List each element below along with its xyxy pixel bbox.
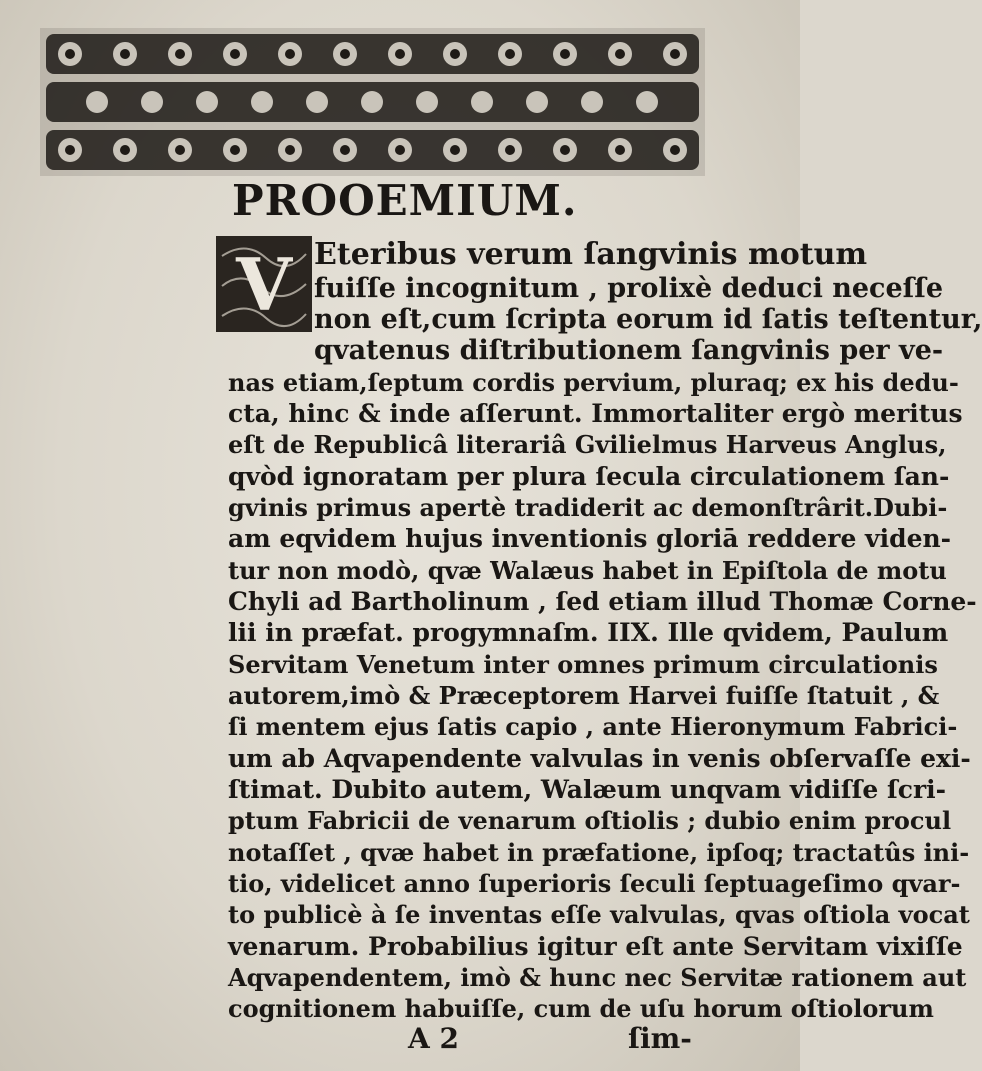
text-line: um ab Aqvapendente valvulas in venis obſervaſſe exi-: [228, 744, 971, 773]
text-line: venarum. Probabilius igitur eſt ante Servitam vixiſſe: [228, 932, 963, 961]
text-line: tio, videlicet anno ſuperioris ſeculi ſeptuageſimo qvar-: [228, 869, 961, 898]
text-line: cta, hinc & inde aſſerunt. Immortaliter ergò meritus: [228, 399, 963, 428]
text-line: ſtimat. Dubito autem, Walæum unqvam vidiſſe ſcri-: [228, 775, 947, 804]
text-line: autorem,imò & Præceptorem Harvei fuiſſe ſtatuit , &: [228, 681, 940, 710]
text-line: notaſſet , qvæ habet in præfatione, ipſoq; tractatûs ini-: [228, 838, 970, 867]
headpiece-ornament: [40, 28, 705, 176]
text-line: ſi mentem ejus ſatis capio , ante Hieronymum Fabrici-: [228, 712, 958, 741]
text-line: lii in præfat. progymnaſm. IIX. Ille qvidem, Paulum: [228, 618, 949, 647]
text-line: cognitionem habuiſſe, cum de uſu horum oſtiolorum: [228, 994, 934, 1023]
text-line: Aqvapendentem, imò & hunc nec Servitæ rationem aut: [228, 963, 967, 992]
text-line: qvòd ignoratam per plura ſecula circulationem ſan-: [228, 462, 950, 491]
text-line: eſt de Republicâ literariâ Gvilielmus Harveus Anglus,: [228, 430, 947, 459]
text-line: to publicè à ſe inventas eſſe valvulas, qvas oſtiola vocat: [228, 900, 970, 929]
text-line: am eqvidem hujus inventionis gloriā reddere viden-: [228, 524, 952, 553]
text-line: ptum Fabricii de venarum oſtiolis ; dubio enim procul: [228, 806, 952, 835]
signature-mark: A 2: [408, 1022, 459, 1055]
page-heading: PROOEMIUM.: [232, 176, 578, 225]
catchword: ſim-: [628, 1022, 692, 1055]
text-line: gvinis primus apertè tradiderit ac demonſtrârit.Dubi-: [228, 493, 948, 522]
drop-cap-letter: V: [236, 242, 292, 327]
text-line: nas etiam,ſeptum cordis pervium, pluraq; ex his dedu-: [228, 368, 959, 397]
text-line: qvatenus diſtributionem ſangvinis per ve-: [314, 335, 944, 366]
drop-cap-initial: [216, 236, 312, 332]
text-line: fuiſſe incognitum , prolixè deduci neceſſe: [314, 273, 944, 304]
text-line: Chyli ad Bartholinum , ſed etiam illud Thomæ Corne-: [228, 587, 977, 616]
text-line: Servitam Venetum inter omnes primum circulationis: [228, 650, 938, 679]
text-line: non eſt,cum ſcripta eorum id ſatis teſtentur,: [314, 304, 982, 335]
text-line: tur non modò, qvæ Walæus habet in Epiſtola de motu: [228, 556, 947, 585]
text-line: Eteribus verum ſangvinis motum: [314, 237, 868, 272]
